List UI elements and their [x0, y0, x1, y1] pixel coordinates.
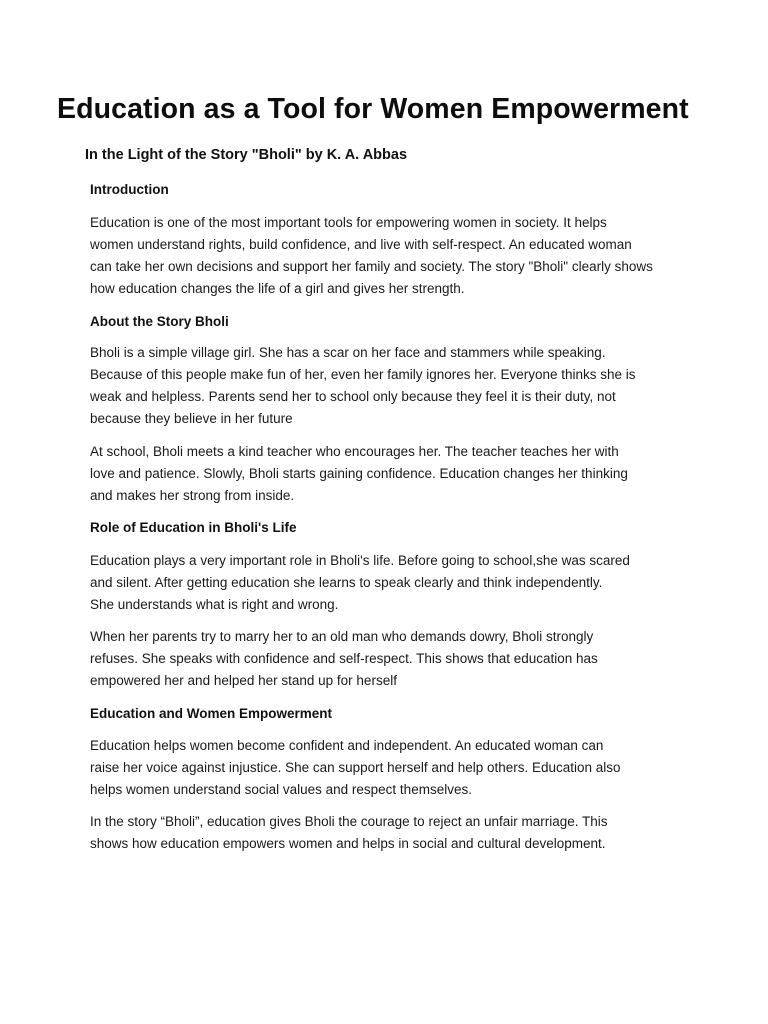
- text-line: and makes her strong from inside.: [90, 488, 295, 504]
- text-line: can take her own decisions and support her family and society. The story "Bholi" clearly shows: [90, 259, 653, 275]
- section-heading-introduction: Introduction: [90, 182, 169, 197]
- text-line: At school, Bholi meets a kind teacher who encourages her. The teacher teaches her with: [90, 444, 619, 459]
- text-line: weak and helpless. Parents send her to school only because they feel it is their duty, not: [90, 389, 616, 405]
- page-title: Education as a Tool for Women Empowerment: [57, 93, 689, 125]
- text-line: refuses. She speaks with confidence and self-respect. This shows that education has: [90, 651, 598, 667]
- section-heading-about-story: About the Story Bholi: [90, 314, 229, 329]
- paragraph-introduction-1: [90, 212, 653, 300]
- text-line: empowered her and helped her stand up for herself: [90, 673, 397, 689]
- paragraph-role-of-education-2: [90, 626, 598, 692]
- text-line: love and patience. Slowly, Bholi starts gaining confidence. Education changes her thinking: [90, 466, 628, 482]
- text-line: Education helps women become confident and independent. An educated woman can: [90, 738, 604, 753]
- page-subtitle: In the Light of the Story "Bholi" by K. A. Abbas: [85, 147, 408, 163]
- text-line: raise her voice against injustice. She can support herself and help others. Education also: [90, 760, 621, 776]
- text-line: Education is one of the most important tools for empowering women in society. It helps: [90, 215, 607, 230]
- section-heading-women-empowerment: Education and Women Empowerment: [90, 706, 333, 721]
- section-heading-role-of-education: Role of Education in Bholi's Life: [90, 520, 297, 535]
- paragraph-women-empowerment-1: [90, 735, 621, 801]
- text-line: She understands what is right and wrong.: [90, 597, 339, 613]
- text-line: When her parents try to marry her to an old man who demands dowry, Bholi strongly: [90, 629, 594, 644]
- text-line: helps women understand social values and respect themselves.: [90, 782, 472, 798]
- text-line: shows how education empowers women and helps in social and cultural development.: [90, 836, 606, 852]
- text-line: Because of this people make fun of her, even her family ignores her. Everyone thinks she is: [90, 367, 636, 383]
- paragraph-role-of-education-1: [90, 550, 630, 616]
- paragraph-women-empowerment-2: [90, 811, 608, 855]
- text-line: women understand rights, build confidence, and live with self-respect. An educated woman: [90, 237, 632, 253]
- paragraph-about-story-2: [90, 441, 628, 507]
- text-line: In the story “Bholi”, education gives Bholi the courage to reject an unfair marriage. This: [90, 814, 608, 829]
- text-line: Education plays a very important role in Bholi's life. Before going to school,she was scared: [90, 553, 630, 568]
- text-line: and silent. After getting education she learns to speak clearly and think independently.: [90, 575, 603, 591]
- text-line: Bholi is a simple village girl. She has a scar on her face and stammers while speaking.: [90, 345, 606, 360]
- text-line: how education changes the life of a girl and gives her strength.: [90, 281, 465, 297]
- text-line: because they believe in her future: [90, 411, 293, 427]
- paragraph-about-story-1: [90, 342, 636, 430]
